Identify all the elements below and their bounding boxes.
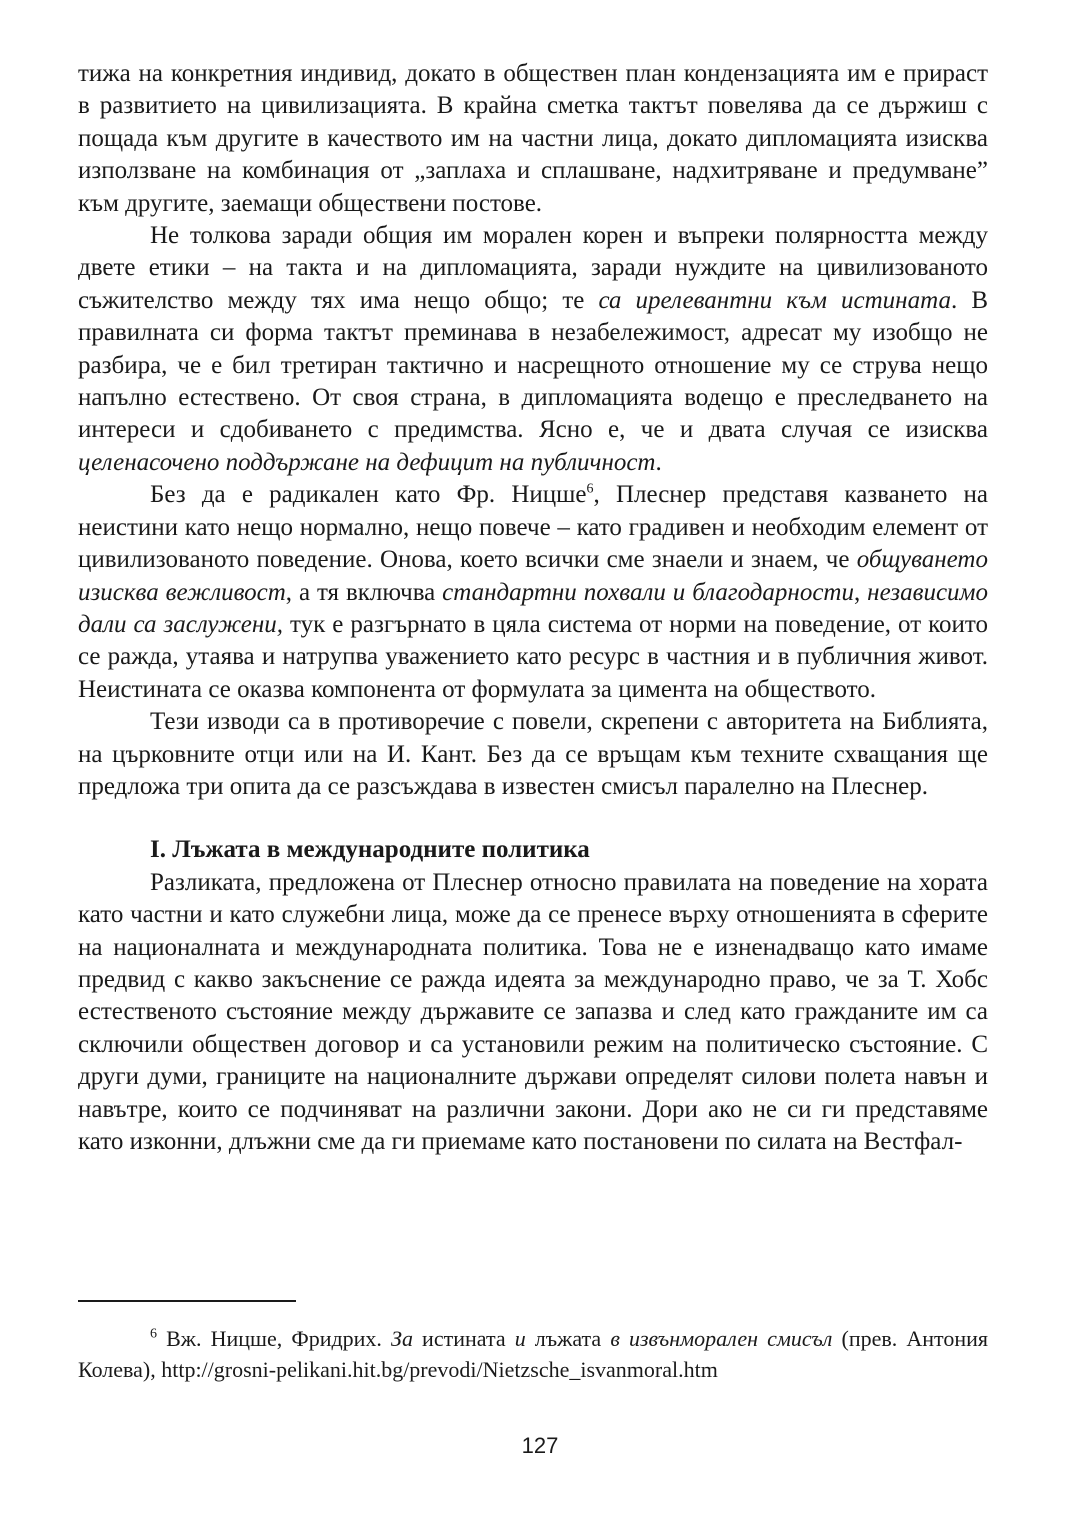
page-number: 127 <box>521 1433 559 1458</box>
paragraph-3-text-5: тук е разгърнато в цяла система от норми на поведение, от които се ражда, утаява и натрупва уважението като ресурс в частния и в публичния живот. Неистината се оказва компонента от формулата за цимента на обществото. <box>78 610 988 703</box>
paragraph-3-italic-2: стандартни похвали и благодарности <box>442 578 854 606</box>
footnote <box>78 1323 988 1385</box>
footnote-italic-1: За <box>391 1326 413 1351</box>
paragraph-2-italic-2: целенасочено поддържане на дефицит на публичност <box>78 448 656 476</box>
paragraph-2 <box>78 220 988 479</box>
page-body <box>78 58 988 1158</box>
footnote-reference: 6 <box>586 481 594 497</box>
footnote-text-1: Вж. Ницше, Фридрих. <box>157 1326 392 1351</box>
paragraph-3-text-3: , а тя включва <box>285 578 443 606</box>
paragraph-2-text-1: Не толкова заради общия им морален корен и въпреки полярността между двете етики – на такта и на дипломацията, заради нуждите на цивилизованото съжителство между тях има нещо общо; те <box>78 222 988 314</box>
footnote-text-2: истината <box>412 1326 515 1351</box>
paragraph-2-text-2: . В правилната си форма тактът преминава в незабележимост, адресат му изобщо не разбира, че е бил третиран тактично и насрещното отношение му се струва нещо напълно естествено. От своя страна, в дипломацията водещо е преследването на интереси и сдобиването с предимства. Ясно е, че и двата случая се изисква <box>78 286 988 444</box>
paragraph-3-text-4: , <box>854 578 868 606</box>
paragraph-3 <box>78 479 988 706</box>
footnote-text <box>78 1323 988 1385</box>
footnote-italic-3: в извънморален смисъл <box>610 1326 833 1351</box>
footnote-divider <box>78 1300 296 1302</box>
paragraph-4: Тези изводи са в противоречие с повели, скрепени с авторитета на Библията, на църковните отци или на И. Кант. Без да се връщам към техните схващания ще предложа три опита да се разсъждава в известен смисъл паралелно на Плеснер. <box>78 708 988 800</box>
section-heading: I. Лъжата в международните политика <box>150 836 590 864</box>
footnote-text-4: (прев. Антония Колева), http://grosni-pelikani.hit.bg/prevodi/Nietzsche_isvanmoral.htm <box>78 1326 988 1382</box>
paragraph-2-italic-1: са ирелевантни към истината <box>598 286 951 314</box>
footnote-number: 6 <box>150 1326 157 1342</box>
footnote-text-3: лъжата <box>525 1326 611 1351</box>
paragraph-2-text-3: . <box>655 448 662 476</box>
paragraph-3-text-2: , Плеснер представя казването на неистини като нещо нормално, нещо повече – като градивен и необходим елемент от цивилизованото поведение. Онова, което всички сме знаели и знаем, че <box>78 481 988 574</box>
paragraph-1: тижа на конкретния индивид, докато в обществен план кондензацията им е прираст в развитието на цивилизацията. В крайна сметка тактът повелява да се държиш с пощада към другите в качеството им на частни лица, докато дипломацията изисква използване на комбинация от „заплаха и сплашване, надхитряване и предумване” към другите, заемащи обществени постове. <box>78 60 988 217</box>
paragraph-3-text-1: Без да е радикален като Фр. Ницше <box>150 481 587 509</box>
paragraph-5: Разликата, предложена от Плеснер относно правилата на поведение на хората като частни и като служебни лица, може да се пренесе върху отношенията в сферите на националната и международната политика. Това не е изненадващо като имаме предвид с какво закъснение се ражда идеята за международно право, че за Т. Хобс естественото състояние между държавите се запазва и след като гражданите им са сключили обществен договор и са установили режим на политическо състояние. С други думи, границите на националните държави определят силови полета навън и навътре, които се подчиняват на различни закони. Дори ако не си ги представяме като изконни, длъжни сме да ги приемаме като постановени по силата на Вестфал- <box>78 868 988 1155</box>
paragraph-3-italic-3: независимо дали са заслужени, <box>78 578 988 638</box>
footnote-italic-2: и <box>514 1326 526 1351</box>
paragraph-3-italic-1: общуването изисква вежливост <box>78 546 988 606</box>
